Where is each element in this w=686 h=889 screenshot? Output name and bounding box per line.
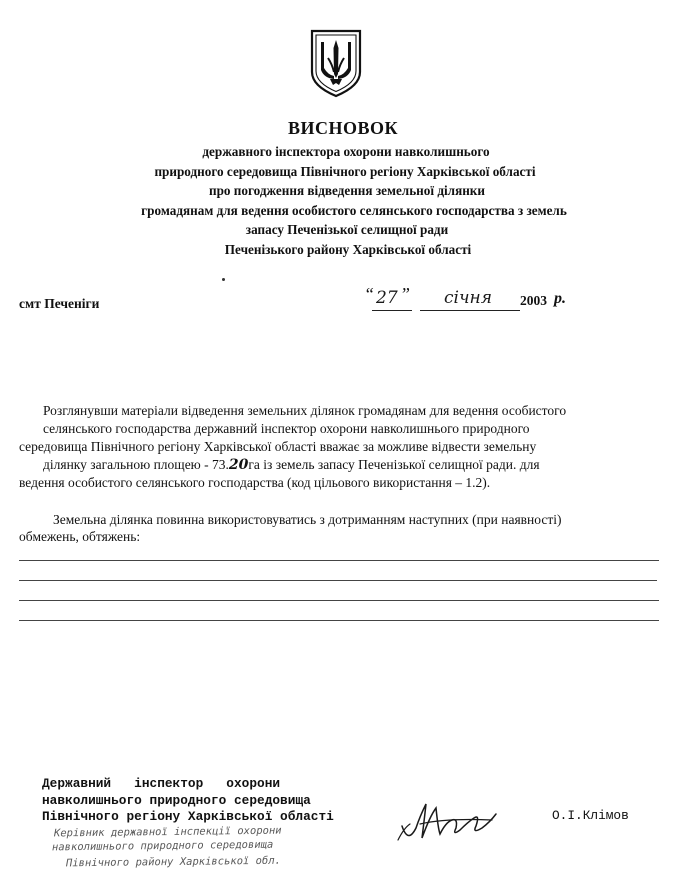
date-year: 2003 xyxy=(520,293,547,308)
role-line: навколишнього природного середовища xyxy=(42,792,311,808)
blank-fill-line xyxy=(19,600,659,601)
paragraph-line: Розглянувши матеріали відведення земельних ділянок громадянам для ведення особистого xyxy=(43,403,567,418)
handwritten-signature-icon xyxy=(396,798,508,846)
document-header xyxy=(0,118,686,259)
subtitle-line: державного інспектора охорони навколишнього xyxy=(202,144,490,159)
blank-fill-line xyxy=(19,580,657,581)
document-title: ВИСНОВОК xyxy=(287,118,399,138)
month-underline xyxy=(420,310,520,311)
paragraph-line xyxy=(43,456,540,474)
stamp-line: Північного району Харківської обл. xyxy=(65,854,282,870)
trident-emblem-icon xyxy=(308,28,364,98)
area-handwritten: 20 xyxy=(228,457,249,473)
paragraph-line: середовища Північного регіону Харківської області вважає за можливе відвести земельну xyxy=(19,439,537,454)
close-quote-mark: ” xyxy=(400,284,411,304)
area-text-start: ділянку загальною площею - 73. xyxy=(43,457,229,472)
area-text-end: га із земель запасу Печенізької селищної ради. для xyxy=(248,457,540,472)
signatory-name: О.І.Клімов xyxy=(552,808,629,823)
stamp-line: Керівник державної інспекції охорони xyxy=(53,824,282,840)
paragraph-line: селянського господарства державний інспектор охорони навколишнього природного xyxy=(43,421,530,436)
stamp-line: навколишнього природного середовища xyxy=(51,838,274,854)
speck xyxy=(222,278,225,281)
subtitle-line: Печенізького району Харківської області xyxy=(224,241,472,257)
day-underline xyxy=(372,310,412,311)
stamp-imprint xyxy=(50,826,320,884)
subtitle-line: громадянам для ведення особистого селянського господарства з земель xyxy=(141,202,567,218)
subtitle-line: запасу Печенізької селищної ради xyxy=(245,222,449,237)
paragraph-line: обмежень, обтяжень: xyxy=(19,529,141,544)
date-day: 27 xyxy=(376,288,398,308)
date-field xyxy=(362,286,622,316)
date-month: січня xyxy=(444,288,492,308)
subtitle-line: природного середовища Північного регіону Харківської області xyxy=(154,163,536,179)
place-name: смт Печеніги xyxy=(19,296,100,311)
signatory-role xyxy=(42,776,334,826)
open-quote-mark: “ xyxy=(364,284,375,304)
paragraph-line: Земельна ділянка повинна використовуватись з дотриманням наступних (при наявності) xyxy=(53,512,562,527)
subtitle-line: про погодження відведення земельної ділянки xyxy=(208,183,486,198)
blank-fill-line xyxy=(19,620,659,621)
role-line: Державний інспектор охорони xyxy=(42,776,281,791)
blank-fill-line xyxy=(19,560,659,561)
paragraph-line: ведення особистого селянського господарства (код цільового використання – 1.2). xyxy=(19,475,491,490)
role-line: Північного регіону Харківської області xyxy=(42,809,334,824)
date-year-suffix: р. xyxy=(554,290,566,307)
